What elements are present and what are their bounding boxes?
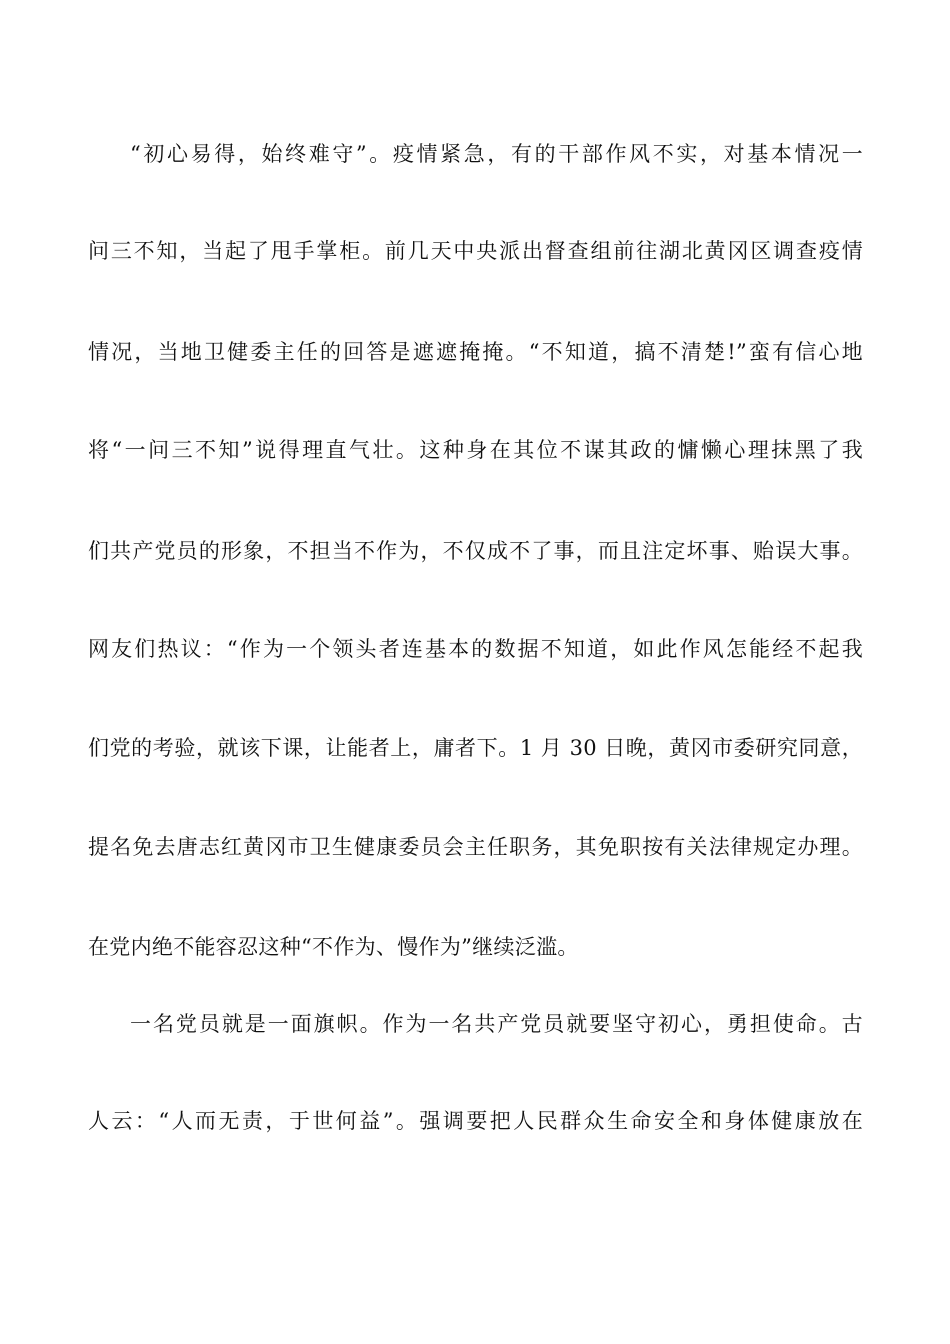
paragraph-2-line-2: 人云：“人而无责，于世何益”。强调要把人民群众生命安全和身体健康放在 [88, 1109, 863, 1133]
paragraph-1-line-4: 将“一问三不知”说得理直气壮。这种身在其位不谋其政的慵懒心理抹黑了我 [88, 438, 863, 462]
paragraph-1-line-7: 们党的考验，就该下课，让能者上，庸者下。1 月 30 日晚，黄冈市委研究同意， [88, 736, 863, 760]
paragraph-1-line-1: “初心易得，始终难守”。疫情紧急，有的干部作风不实，对基本情况一 [130, 142, 863, 166]
paragraph-1-line-8: 提名免去唐志红黄冈市卫生健康委员会主任职务，其免职按有关法律规定办理。 [88, 835, 863, 859]
paragraph-1-line-6: 网友们热议：“作为一个领头者连基本的数据不知道，如此作风怎能经不起我 [88, 637, 863, 661]
paragraph-1-line-9: 在党内绝不能容忍这种“不作为、慢作为”继续泛滥。 [88, 935, 579, 959]
paragraph-1-line-2: 问三不知，当起了甩手掌柜。前几天中央派出督查组前往湖北黄冈区调查疫情 [88, 239, 863, 263]
paragraph-1-line-3: 情况，当地卫健委主任的回答是遮遮掩掩。“不知道，搞不清楚!”蛮有信心地 [88, 340, 863, 364]
paragraph-1-line-5: 们共产党员的形象，不担当不作为，不仅成不了事，而且注定坏事、贻误大事。 [88, 539, 863, 563]
paragraph-2-line-1: 一名党员就是一面旗帜。作为一名共产党员就要坚守初心，勇担使命。古 [130, 1012, 863, 1036]
